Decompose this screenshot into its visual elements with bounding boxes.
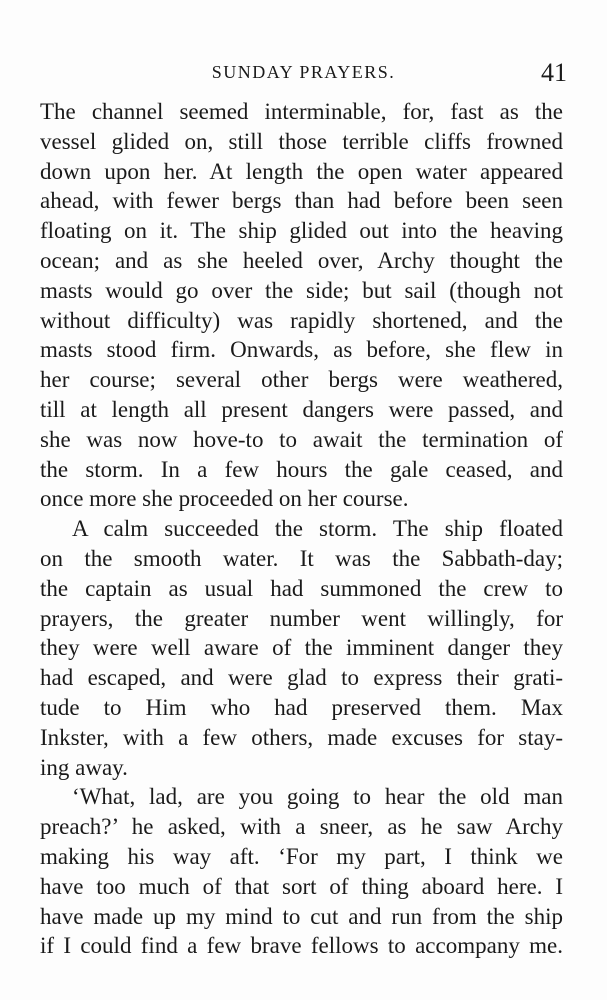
text-line: tude to Him who had preserved them. Max [40, 694, 563, 720]
text-line: without difficulty) was rapidly shortened, and the [40, 307, 563, 333]
text-line: had escaped, and were glad to express their grati- [40, 665, 563, 691]
text-line: the captain as usual had summoned the crew to [40, 575, 563, 601]
text-line: ‘What, lad, are you going to hear the old man [72, 784, 563, 810]
text-line: making his way aft. ‘For my part, I think we [40, 843, 563, 869]
text-line: vessel glided on, still those terrible cliffs frowned [40, 128, 563, 154]
running-head [40, 58, 567, 88]
text-line: down upon her. At length the open water appeared [40, 158, 563, 184]
text-line: prayers, the greater number went willingly, for [40, 605, 563, 631]
text-line: the storm. In a few hours the gale ceased, and [40, 456, 563, 482]
text-line: ocean; and as she heeled over, Archy thought the [40, 247, 563, 273]
text-line: till at length all present dangers were passed, and [40, 396, 563, 422]
text-line: floating on it. The ship glided out into the heaving [40, 218, 563, 244]
text-line: ing away. [40, 754, 128, 780]
text-line: if I could find a few brave fellows to accompany me. [40, 933, 563, 959]
text-line: they were well aware of the imminent danger they [40, 635, 563, 661]
text-line: have too much of that sort of thing aboard here. I [40, 873, 563, 899]
text-line: have made up my mind to cut and run from the ship [40, 903, 563, 929]
paragraph-2 [40, 514, 563, 782]
text-line: Inkster, with a few others, made excuses for stay- [40, 724, 563, 750]
paragraph-1 [40, 97, 563, 514]
text-line: ahead, with fewer bergs than had before been seen [40, 188, 563, 214]
text-line: The channel seemed interminable, for, fast as the [40, 99, 563, 124]
text-line: masts stood firm. Onwards, as before, she flew in [40, 337, 563, 363]
text-line: once more she proceeded on her course. [40, 486, 409, 512]
text-line: masts would go over the side; but sail (though not [40, 277, 563, 303]
text-line: her course; several other bergs were weathered, [40, 367, 563, 393]
running-title: SUNDAY PRAYERS. [211, 62, 396, 82]
text-line: preach?’ he asked, with a sneer, as he saw Archy [40, 814, 563, 840]
text-line: on the smooth water. It was the Sabbath-day; [40, 545, 563, 571]
page-number: 41 [541, 58, 567, 87]
text-line: A calm succeeded the storm. The ship floated [72, 516, 563, 542]
body-text [40, 97, 563, 961]
paragraph-3 [40, 782, 563, 961]
text-line: she was now hove-to to await the termination of [40, 426, 563, 452]
